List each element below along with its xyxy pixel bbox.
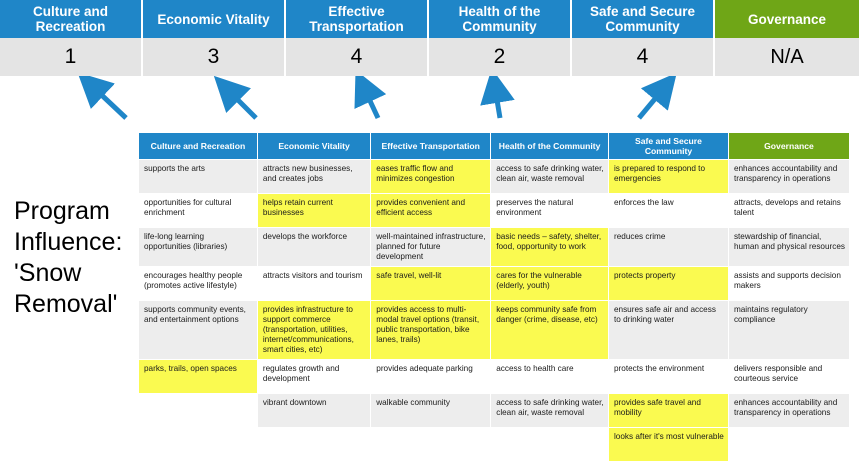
category-header-cell: Safe and Secure Community: [572, 0, 715, 38]
matrix-cell: protects the environment: [608, 360, 728, 394]
matrix-cell-empty: [728, 428, 849, 462]
matrix-cell: opportunities for cultural enrichment: [139, 194, 258, 228]
category-score-cell: N/A: [770, 45, 804, 68]
arrow-layer: [0, 76, 859, 134]
matrix-cell: access to health care: [491, 360, 609, 394]
matrix-cell: supports community events, and entertainment options: [139, 301, 258, 360]
matrix-cell-empty: [257, 428, 370, 462]
matrix-cell: enhances accountability and transparency in operations: [728, 160, 849, 194]
matrix-cell-empty: [371, 428, 491, 462]
category-header-cell: Health of the Community: [429, 0, 572, 38]
category-header-cell: Economic Vitality: [143, 0, 286, 38]
category-header-cell: Governance: [715, 0, 859, 38]
matrix-cell-empty: [139, 394, 258, 428]
matrix-row: [139, 301, 850, 360]
matrix-cell-highlighted: helps retain current businesses: [257, 194, 370, 228]
matrix-cell-highlighted: provides access to multi-modal travel options (transit, public transportation, bike lanes, trails): [371, 301, 491, 360]
matrix-column-header: Safe and Secure Community: [608, 133, 728, 160]
matrix-column-header: Effective Transportation: [371, 133, 491, 160]
matrix-cell: encourages healthy people (promotes active lifestyle): [139, 267, 258, 301]
matrix-row: [139, 160, 850, 194]
matrix-cell: enforces the law: [608, 194, 728, 228]
matrix-cell: delivers responsible and courteous service: [728, 360, 849, 394]
matrix-cell: enhances accountability and transparency in operations: [728, 394, 849, 428]
category-header-bar: [0, 0, 859, 38]
matrix-cell: provides adequate parking: [371, 360, 491, 394]
matrix-cell: attracts, develops and retains talent: [728, 194, 849, 228]
matrix-cell-highlighted: looks after it's most vulnerable: [608, 428, 728, 462]
matrix-row: [139, 194, 850, 228]
matrix-cell: vibrant downtown: [257, 394, 370, 428]
category-score-cell: 4: [286, 38, 429, 76]
matrix-cell-highlighted: provides convenient and efficient access: [371, 194, 491, 228]
matrix-cell: reduces crime: [608, 228, 728, 267]
matrix-cell-highlighted: protects property: [608, 267, 728, 301]
matrix-cell: access to safe drinking water, clean air, waste removal: [491, 160, 609, 194]
matrix-cell-highlighted: cares for the vulnerable (elderly, youth): [491, 267, 609, 301]
category-header-cell: Effective Transportation: [286, 0, 429, 38]
category-score-cell: 2: [429, 38, 572, 76]
matrix-cell: access to safe drinking water, clean air, waste removal: [491, 394, 609, 428]
matrix-cell: ensures safe air and access to drinking water: [608, 301, 728, 360]
matrix-cell-highlighted: basic needs – safety, shelter, food, opportunity to work: [491, 228, 609, 267]
matrix-header-row: [139, 133, 850, 160]
matrix-cell: walkable community: [371, 394, 491, 428]
matrix-column-header: Culture and Recreation: [139, 133, 258, 160]
matrix-cell: attracts visitors and tourism: [257, 267, 370, 301]
category-score-cell: 1: [0, 38, 143, 76]
matrix-row: [139, 228, 850, 267]
matrix-row: [139, 360, 850, 394]
category-score-cell: 4: [572, 38, 715, 76]
matrix-cell: assists and supports decision makers: [728, 267, 849, 301]
matrix-cell-highlighted: provides infrastructure to support commerce (transportation, utilities, internet/communications, smart cities, etc): [257, 301, 370, 360]
matrix-cell-highlighted: keeps community safe from danger (crime, disease, etc): [491, 301, 609, 360]
matrix-cell-highlighted: safe travel, well-lit: [371, 267, 491, 301]
matrix-cell: supports the arts: [139, 160, 258, 194]
category-score-cell: 3: [143, 38, 286, 76]
matrix-body: [139, 160, 850, 462]
matrix-cell: attracts new businesses, and creates jobs: [257, 160, 370, 194]
matrix-cell: preserves the natural environment: [491, 194, 609, 228]
matrix-cell-highlighted: eases traffic flow and minimizes congestion: [371, 160, 491, 194]
matrix-cell-highlighted: parks, trails, open spaces: [139, 360, 258, 394]
matrix-cell: well-maintained infrastructure, planned for future development: [371, 228, 491, 267]
matrix-cell-empty: [139, 428, 258, 462]
category-header-cell: Culture and Recreation: [0, 0, 143, 38]
matrix-cell: maintains regulatory compliance: [728, 301, 849, 360]
category-score-bar: [0, 38, 859, 76]
matrix-column-header: Governance: [728, 133, 849, 160]
matrix-cell: stewardship of financial, human and physical resources: [728, 228, 849, 267]
matrix-row: [139, 267, 850, 301]
matrix-cell-empty: [491, 428, 609, 462]
influence-matrix: [138, 132, 850, 462]
matrix-cell-highlighted: provides safe travel and mobility: [608, 394, 728, 428]
matrix-column-header: Health of the Community: [491, 133, 609, 160]
matrix-row: [139, 428, 850, 462]
page-title: Program Influence: 'Snow Removal': [14, 197, 123, 318]
matrix-column-header: Economic Vitality: [257, 133, 370, 160]
matrix-cell-highlighted: is prepared to respond to emergencies: [608, 160, 728, 194]
matrix-row: [139, 394, 850, 428]
matrix-cell: develops the workforce: [257, 228, 370, 267]
matrix-cell: regulates growth and development: [257, 360, 370, 394]
matrix-cell: life-long learning opportunities (libraries): [139, 228, 258, 267]
